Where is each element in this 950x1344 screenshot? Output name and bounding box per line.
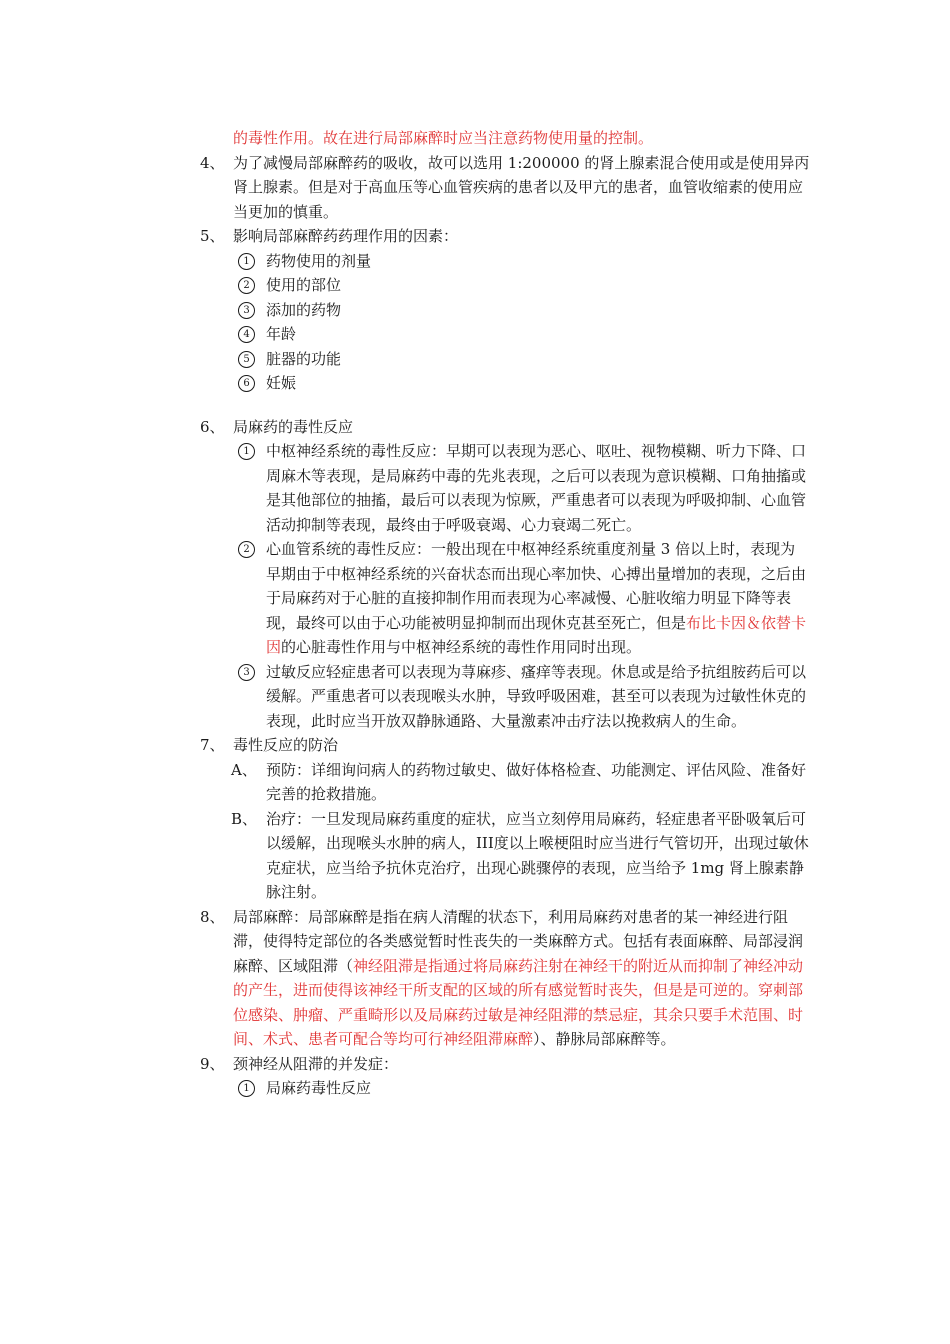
sub-text: 心血管系统的毒性反应：一般出现在中枢神经系统重度剂量 3 倍以上时，表现为早期由于中枢神经系统的兴奋状态而出现心率加快、心搏出量增加的表现，之后由于局麻药对于心脏的直接抑制作用而表现为心率减慢、心脏收缩力明显下降等表现，最终可以由于心功能被明显抑制而出现休克甚至死亡，但是 — [266, 540, 807, 632]
item-number: 9、 — [200, 1054, 225, 1073]
complication-item — [200, 1076, 810, 1101]
circled-number: 5 — [238, 351, 255, 368]
item-text: 颈神经从阻滞的并发症： — [233, 1054, 399, 1073]
item-text: 局部麻醉：局部麻醉是指在病人清醒的状态下，利用局麻药对患者的某一神经进行阻滞，使得特定部位的各类感觉暂时性丧失的一类麻醉方式。包括有表面麻醉、局部浸润麻醉、区域阻滞（ — [233, 907, 804, 975]
factor-item — [200, 347, 810, 372]
item-number: 7、 — [200, 736, 225, 754]
item-text: 影响局部麻醉药药理作用的因素： — [233, 227, 459, 245]
toxicity-cns — [200, 439, 810, 537]
list-item-8 — [200, 905, 810, 1052]
item-text: 毒性反应的防治 — [233, 736, 339, 754]
item-number: 8、 — [200, 907, 225, 926]
sub-text: 预防：详细询问病人的药物过敏史、做好体格检查、功能测定、评估风险、准备好完善的抢救措施。 — [266, 760, 807, 803]
highlight-text: 布比卡因＆依替卡因 — [266, 613, 807, 656]
factor-item — [200, 273, 810, 298]
sub-text: 中枢神经系统的毒性反应：早期可以表现为恶心、呕吐、视物模糊、听力下降、口周麻木等表现，是局麻药中毒的先兆表现，之后可以表现为意识模糊、口角抽搐或是其他部位的抽搐，最后可以表现为惊厥，严重患者可以表现为呼吸抑制、心血管活动抑制等表现，最终由于呼吸衰竭、心力衰竭二死亡。 — [266, 442, 807, 534]
factor-item — [200, 298, 810, 323]
list-item-7 — [200, 733, 810, 758]
factor-text: 脏器的功能 — [266, 349, 342, 368]
item-number: 5、 — [200, 227, 225, 245]
item-text: ）、静脉局部麻醉等。 — [533, 1030, 676, 1048]
toxicity-cardio — [200, 537, 810, 660]
circled-number: 2 — [238, 277, 255, 294]
factor-text: 年龄 — [266, 325, 297, 343]
factor-text: 添加的药物 — [266, 300, 342, 319]
list-item-6 — [200, 415, 810, 440]
sub-text: 过敏反应轻症患者可以表现为荨麻疹、瘙痒等表现。休息或是给予抗组胺药后可以缓解。严重患者可以表现喉头水肿，导致呼吸困难，甚至可以表现为过敏性休克的表现，此时应当开放双静脉通路、大量激素冲击疗法以挽救病人的生命。 — [266, 662, 807, 730]
blank-line — [200, 396, 810, 415]
letter-marker: B、 — [231, 809, 258, 828]
circled-number: 1 — [238, 253, 255, 270]
item-number: 6、 — [200, 417, 225, 436]
prevention-item — [200, 758, 810, 807]
list-item-9 — [200, 1052, 810, 1077]
sub-text: 治疗：一旦发现局麻药重度的症状，应当立刻停用局麻药，轻症患者平卧吸氧后可以缓解，出现喉头水肿的病人，III度以上喉梗阻时应当进行气管切开，出现过敏休克症状，应当给予抗休克治疗，出现心跳骤停的表现，应当给予 1mg 肾上腺素静脉注射。 — [266, 809, 809, 901]
circled-number: 1 — [238, 1080, 255, 1097]
treatment-item — [200, 807, 810, 905]
factor-item — [200, 249, 810, 274]
list-item-5 — [200, 224, 810, 249]
factor-text: 药物使用的剂量 — [266, 251, 372, 270]
circled-number: 2 — [238, 541, 255, 558]
highlight-text: 神经阻滞是指通过将局麻药注射在神经干的附近从而抑制了神经冲动的产生，进而使得该神经干所支配的区域的所有感觉暂时丧失，但是是可逆的。穿刺部位感染、肿瘤、严重畸形以及局麻药过敏是神经阻滞的禁忌症，其余只要手术范围、时间、术式、患者可配合等均可行神经阻滞麻醉 — [233, 956, 804, 1048]
circled-number: 3 — [238, 664, 255, 681]
circled-number: 3 — [238, 302, 255, 319]
circled-number: 6 — [238, 375, 255, 392]
factor-text: 使用的部位 — [266, 276, 342, 294]
factor-item — [200, 322, 810, 347]
item-text: 局麻药的毒性反应 — [233, 417, 354, 436]
list-item-4 — [200, 151, 810, 225]
continued-paragraph — [200, 126, 810, 151]
factor-text: 妊娠 — [266, 374, 297, 392]
item-text: 为了减慢局部麻醉药的吸收，故可以选用 1:200000 的肾上腺素混合使用或是使用异丙肾上腺素。但是对于高血压等心血管疾病的患者以及甲亢的患者，血管收缩素的使用应当更加的慎重。 — [233, 153, 810, 221]
document-body — [200, 126, 810, 1101]
letter-marker: A、 — [231, 760, 257, 779]
sub-text: 的心脏毒性作用与中枢神经系统的毒性作用同时出现。 — [281, 638, 642, 656]
circled-number: 1 — [238, 443, 255, 460]
factor-item — [200, 371, 810, 396]
circled-number: 4 — [238, 326, 255, 343]
warning-text: 的毒性作用。故在进行局部麻醉时应当注意药物使用量的控制。 — [233, 129, 654, 147]
toxicity-allergy — [200, 660, 810, 734]
sub-text: 局麻药毒性反应 — [266, 1079, 372, 1097]
item-number: 4、 — [200, 153, 225, 172]
